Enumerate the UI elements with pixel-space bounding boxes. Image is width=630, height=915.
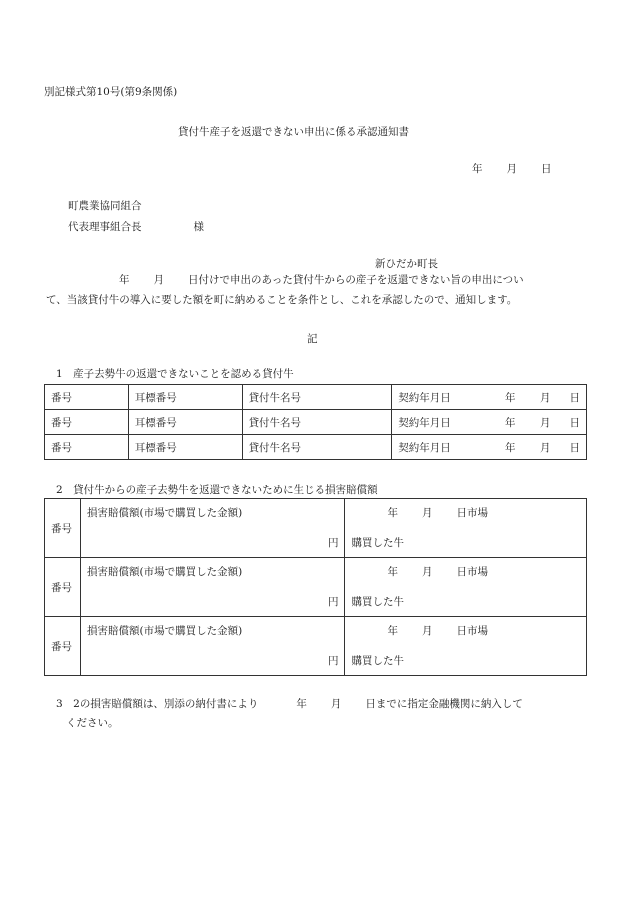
body-month: 月	[153, 274, 164, 286]
addressee-honorific: 様	[193, 221, 204, 233]
row-number-label: 番号	[45, 410, 129, 435]
contract-month: 月	[522, 385, 557, 410]
market-date	[351, 502, 580, 528]
market-year: 年	[387, 625, 398, 637]
addressee-org: 町農業協同組合	[68, 200, 142, 212]
date-day: 日	[541, 163, 552, 175]
contract-month: 月	[522, 410, 557, 435]
section2-table	[44, 498, 587, 676]
market-month: 月	[421, 507, 433, 519]
section2-row	[45, 499, 587, 558]
section3-month: 月	[330, 698, 342, 710]
section1-row	[45, 435, 587, 460]
body-line-1	[119, 270, 524, 290]
damage-amount-label: 損害賠償額(市場で購買した金額)	[86, 566, 243, 578]
cattle-name-label: 貸付牛名号	[242, 435, 392, 460]
ear-tag-label: 耳標番号	[128, 435, 242, 460]
date-month: 月	[506, 163, 517, 175]
contract-date-label: 契約年月日	[392, 410, 487, 435]
section1-row	[45, 385, 587, 410]
document-title: 貸付牛産子を返還できない申出に係る承認通知書	[178, 126, 409, 138]
damage-amount-label: 損害賠償額(市場で購買した金額)	[86, 625, 243, 637]
body-text-1: 日付けで申出のあった貸付牛からの産子を返還できない旨の申出につい	[188, 274, 524, 286]
contract-month: 月	[522, 435, 557, 460]
ear-tag-label: 耳標番号	[128, 410, 242, 435]
market-year: 年	[387, 566, 398, 578]
row-number-label: 番号	[45, 617, 81, 676]
contract-day: 日	[556, 435, 586, 460]
section3-line-1	[56, 694, 523, 714]
addressee-rep: 代表理事組合長	[68, 221, 142, 233]
section1-heading: 1 産子去勢牛の返還できないことを認める貸付牛	[56, 368, 294, 380]
section2-heading: 2 貸付牛からの産子去勢牛を返還できないために生じる損害賠償額	[56, 484, 378, 496]
market-year: 年	[387, 507, 398, 519]
row-number-label: 番号	[45, 435, 129, 460]
yen-label: 円	[327, 596, 339, 608]
market-day-label: 日市場	[456, 566, 488, 578]
ear-tag-label: 耳標番号	[128, 385, 242, 410]
section1-table	[44, 384, 587, 460]
damage-amount-label: 損害賠償額(市場で購買した金額)	[86, 507, 243, 519]
form-label: 別記様式第10号(第9条関係)	[44, 86, 178, 98]
addressee-rep-line	[68, 219, 204, 234]
purchased-cattle-label: 購買した牛	[351, 596, 404, 608]
market-month: 月	[421, 566, 433, 578]
row-number-label: 番号	[45, 499, 81, 558]
contract-day: 日	[556, 385, 586, 410]
contract-year: 年	[487, 435, 522, 460]
section3-suffix: 日までに指定金融機関に納入して	[365, 698, 523, 710]
market-month: 月	[421, 625, 433, 637]
market-day-label: 日市場	[456, 625, 488, 637]
contract-day: 日	[556, 410, 586, 435]
cattle-name-label: 貸付牛名号	[242, 410, 392, 435]
row-number-label: 番号	[45, 558, 81, 617]
sender: 新ひだか町長	[375, 258, 438, 270]
row-number-label: 番号	[45, 385, 129, 410]
contract-date-label: 契約年月日	[392, 435, 487, 460]
contract-year: 年	[487, 385, 522, 410]
section3-prefix: 3 2の損害賠償額は、別添の納付書により	[56, 698, 259, 710]
yen-label: 円	[327, 537, 339, 549]
section2-row	[45, 617, 587, 676]
contract-date-label: 契約年月日	[392, 385, 487, 410]
market-date	[351, 620, 580, 646]
section1-row	[45, 410, 587, 435]
body-line-2: て、当該貸付牛の導入に要した額を町に納めることを条件とし、これを承認したので、通知します。	[46, 294, 518, 306]
section3-line-2: ください。	[66, 717, 119, 729]
purchased-cattle-label: 購買した牛	[351, 537, 404, 549]
market-date	[351, 561, 580, 587]
purchased-cattle-label: 購買した牛	[351, 655, 404, 667]
contract-year: 年	[487, 410, 522, 435]
section2-row	[45, 558, 587, 617]
yen-label: 円	[327, 655, 339, 667]
ki-heading: 記	[307, 333, 318, 345]
body-year: 年	[119, 274, 130, 286]
date-year: 年	[472, 163, 483, 175]
date-line	[472, 161, 552, 176]
cattle-name-label: 貸付牛名号	[242, 385, 392, 410]
market-day-label: 日市場	[456, 507, 488, 519]
section3-year: 年	[296, 698, 307, 710]
